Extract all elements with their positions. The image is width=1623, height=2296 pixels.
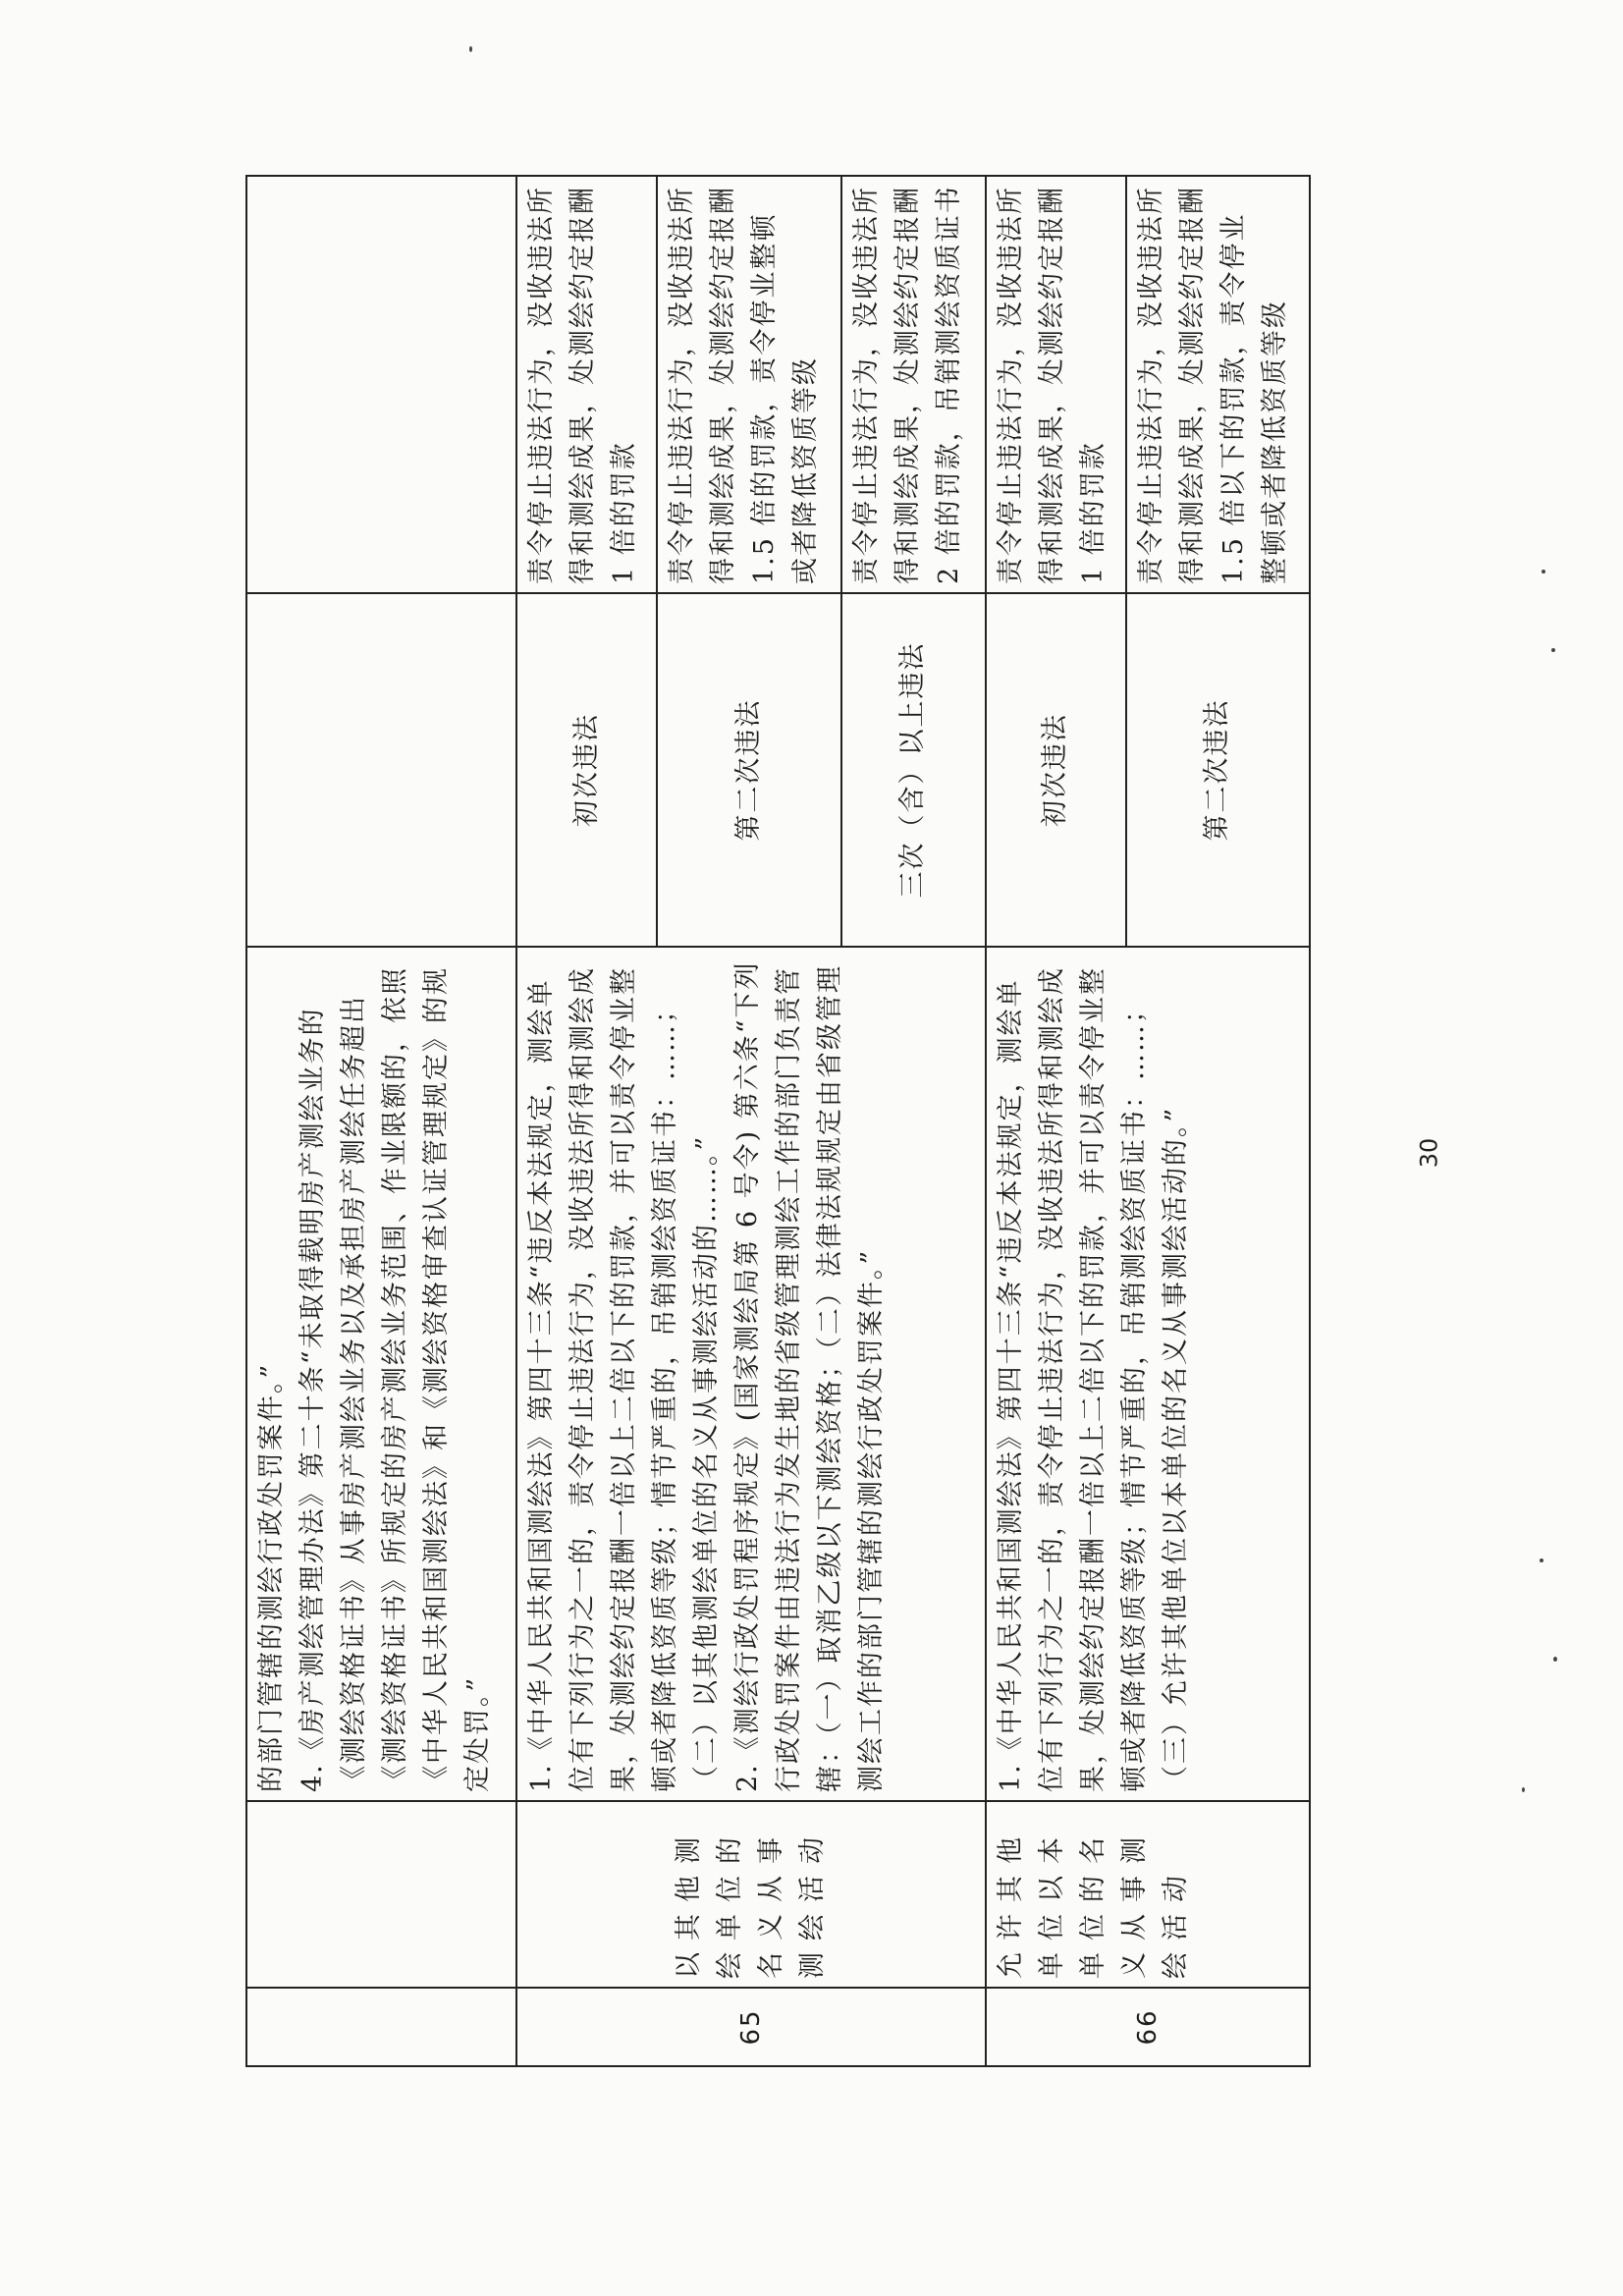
legal-basis: 1.《中华人民共和国测绘法》第四十三条“违反本法规定，测绘单位有下列行为之一的，责令停止违法行为，没收违法所得和测绘成果，处测绘约定报酬一倍以上二倍以下的罚款，并可以责令停业整顿或者降低资质等级；情节严重的，吊销测绘资质证书：……；（三）允许其他单位以本单位的名义从事测绘活动的。” — [986, 947, 1310, 1801]
scan-speck — [1551, 648, 1555, 652]
penalty — [246, 176, 516, 593]
table-row-65-a — [516, 176, 657, 2066]
legal-basis: 1.《中华人民共和国测绘法》第四十三条“违反本法规定，测绘单位有下列行为之一的，责令停止违法行为，没收违法所得和测绘成果，处测绘约定报酬一倍以上二倍以下的罚款，并可以责令停业整顿或者降低资质等级；情节严重的，吊销测绘资质证书：……；（二）以其他测绘单位的名义从事测绘活动的……。” 2.《测绘行政处罚程序规定》(国家测绘局第 6 号令) 第六条“下列行政处罚案件由违法行为发生地的省级管理测绘工作的部门负责管辖：（一）取消乙级以下测绘资格；（二）法律法规规定由省级管理测绘工作的部门管辖的测绘行政处罚案件。” — [516, 947, 985, 1801]
scan-speck — [1522, 1787, 1525, 1792]
row-number: 65 — [516, 1988, 985, 2066]
violation-case: 初次违法 — [986, 593, 1126, 947]
penalty: 责令停止违法行为，没收违法所得和测绘成果，处测绘约定报酬 1 倍的罚款 — [516, 176, 657, 593]
violation-case: 第二次违法 — [1126, 593, 1310, 947]
rotated-table-wrapper — [245, 177, 1311, 2067]
violation-case — [246, 593, 516, 947]
violation-item: 以其他测绘单位的名义从事测绘活动 — [516, 1801, 985, 1988]
legal-basis: 的部门管辖的测绘行政处罚案件。” 4.《房产测绘管理办法》第二十条“未取得载明房产测绘业务的《测绘资格证书》从事房产测绘业务以及承担房产测绘任务超出《测绘资格证书》所规定的房产测绘业务范围、作业限额的，依照《中华人民共和国测绘法》和《测绘资格审查认证管理规定》的规定处罚。” — [246, 947, 516, 1801]
penalty-standard-table — [245, 175, 1311, 2067]
scan-speck — [1540, 1558, 1543, 1562]
violation-case: 初次违法 — [516, 593, 657, 947]
page-number: 30 — [1415, 1137, 1443, 1169]
scan-speck — [1553, 1657, 1557, 1662]
violation-item: 允许其他单位以本单位的名义从事测绘活动 — [986, 1801, 1310, 1988]
scan-speck — [1542, 570, 1545, 574]
row-number — [246, 1988, 516, 2066]
penalty: 责令停止违法行为，没收违法所得和测绘成果，处测绘约定报酬 1 倍的罚款 — [986, 176, 1126, 593]
penalty: 责令停止违法行为，没收违法所得和测绘成果，处测绘约定报酬 1.5 倍以下的罚款，责令停业整顿或者降低资质等级 — [1126, 176, 1310, 593]
violation-case: 三次（含）以上违法 — [841, 593, 986, 947]
penalty: 责令停止违法行为，没收违法所得和测绘成果，处测绘约定报酬 2 倍的罚款，吊销测绘资质证书 — [841, 176, 986, 593]
violation-item — [246, 1801, 516, 1988]
table-row-continuation — [246, 176, 516, 2066]
row-number: 66 — [986, 1988, 1310, 2066]
penalty: 责令停止违法行为，没收违法所得和测绘成果，处测绘约定报酬 1.5 倍的罚款，责令停业整顿或者降低资质等级 — [657, 176, 840, 593]
table-row-66-a — [986, 176, 1126, 2066]
scan-speck — [469, 46, 472, 52]
violation-case: 第二次违法 — [657, 593, 840, 947]
